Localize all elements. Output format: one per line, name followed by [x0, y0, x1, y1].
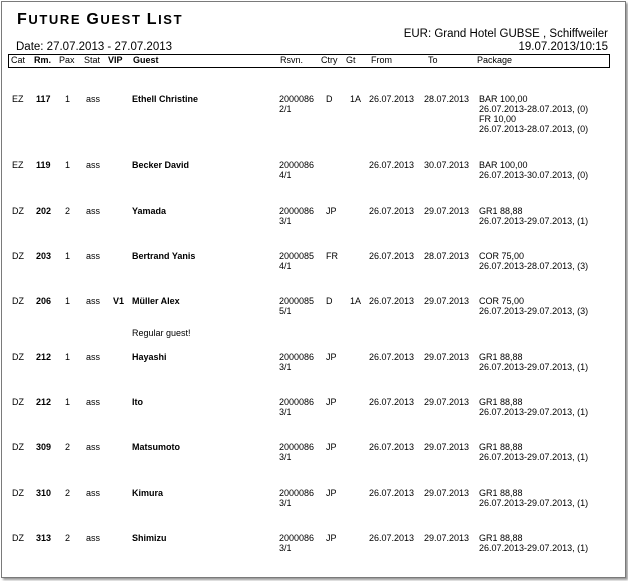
cell-rm: 212: [36, 352, 52, 362]
cell-rsvn: [279, 296, 314, 316]
cell-rsvn: [279, 442, 314, 462]
cell-to: 30.07.2013: [424, 160, 470, 170]
cell-pax: 1: [65, 352, 71, 362]
cell-vip: V1: [113, 296, 125, 306]
title-initial-f: F: [17, 11, 29, 28]
col-ctry: Ctry: [321, 55, 338, 65]
cell-ctry: JP: [326, 533, 337, 543]
cell-package: [479, 296, 588, 316]
col-cat: Cat: [11, 55, 26, 65]
cell-rsvn2: 3/1: [279, 498, 292, 508]
cell-pkg1: BAR 100,00: [479, 94, 528, 104]
cell-guest: Ito: [132, 397, 143, 407]
col-stat: Stat: [84, 55, 101, 65]
cell-stat: ass: [86, 94, 101, 104]
cell-pkg2: 26.07.2013-29.07.2013, (1): [479, 452, 589, 462]
cell-rsvn1: 2000086: [279, 352, 315, 362]
cell-ctry: D: [326, 296, 333, 306]
cell-pkg3: FR 10,00: [479, 114, 517, 124]
cell-rsvn1: 2000086: [279, 442, 315, 452]
cell-pax: 2: [65, 442, 71, 452]
cell-from: 26.07.2013: [369, 352, 415, 362]
cell-pkg2: 26.07.2013-29.07.2013, (1): [479, 216, 589, 226]
cell-ctry: JP: [326, 206, 337, 216]
cell-rsvn: [279, 251, 314, 271]
cell-cat: DZ: [12, 533, 24, 543]
title-part-uture: UTURE: [28, 12, 87, 27]
cell-rsvn1: 2000085: [279, 251, 315, 261]
col-vip: VIP: [108, 55, 123, 65]
col-package: Package: [477, 55, 513, 65]
cell-rm: 309: [36, 442, 52, 452]
cell-rsvn1: 2000086: [279, 94, 315, 104]
cell-rm: 212: [36, 397, 52, 407]
cell-stat: ass: [86, 397, 101, 407]
cell-rsvn2: 4/1: [279, 261, 292, 271]
cell-rsvn2: 4/1: [279, 170, 292, 180]
cell-from: 26.07.2013: [369, 251, 415, 261]
cell-stat: ass: [86, 160, 101, 170]
report-title: [17, 11, 183, 29]
cell-from: 26.07.2013: [369, 442, 415, 452]
cell-to: 28.07.2013: [424, 251, 470, 261]
col-pax: Pax: [59, 55, 75, 65]
column-header-bar: [8, 54, 610, 68]
title-part-ist: IST: [158, 12, 184, 27]
print-timestamp: 19.07.2013/10:15: [518, 41, 608, 53]
cell-pkg1: GR1 88,88: [479, 533, 523, 543]
cell-package: [479, 94, 588, 134]
cell-pkg1: GR1 88,88: [479, 206, 523, 216]
cell-cat: DZ: [12, 296, 24, 306]
cell-guest: Matsumoto: [132, 442, 180, 452]
cell-to: 29.07.2013: [424, 206, 470, 216]
cell-rm: 117: [36, 94, 51, 104]
cell-rsvn1: 2000085: [279, 296, 315, 306]
cell-rsvn2: 2/1: [279, 104, 292, 114]
cell-rsvn1: 2000086: [279, 160, 315, 170]
cell-pkg4: 26.07.2013-28.07.2013, (0): [479, 124, 589, 134]
cell-rsvn1: 2000086: [279, 533, 315, 543]
cell-cat: DZ: [12, 352, 24, 362]
cell-from: 26.07.2013: [369, 488, 415, 498]
cell-rsvn2: 5/1: [279, 306, 292, 316]
col-rsvn: Rsvn.: [280, 55, 304, 65]
cell-pax: 1: [65, 251, 71, 261]
cell-package: [479, 397, 588, 417]
cell-package: [479, 251, 588, 271]
cell-to: 29.07.2013: [424, 488, 470, 498]
cell-pkg2: 26.07.2013-29.07.2013, (1): [479, 362, 589, 372]
cell-ctry: JP: [326, 397, 337, 407]
cell-cat: DZ: [12, 251, 24, 261]
cell-from: 26.07.2013: [369, 397, 415, 407]
cell-rsvn1: 2000086: [279, 206, 315, 216]
cell-rsvn: [279, 352, 314, 372]
col-guest: Guest: [133, 55, 159, 65]
cell-to: 29.07.2013: [424, 533, 470, 543]
cell-guest: Becker David: [132, 160, 190, 170]
cell-cat: DZ: [12, 206, 24, 216]
title-initial-g: G: [86, 11, 101, 28]
cell-guest: Müller Alex: [132, 296, 180, 306]
cell-pax: 1: [65, 94, 71, 104]
cell-rm: 310: [36, 488, 52, 498]
col-gt: Gt: [346, 55, 356, 65]
col-to: To: [428, 55, 438, 65]
cell-rsvn: [279, 397, 314, 417]
cell-rsvn: [279, 533, 314, 553]
cell-pkg2: 26.07.2013-29.07.2013, (1): [479, 498, 589, 508]
cell-rm: 203: [36, 251, 52, 261]
cell-pkg2: 26.07.2013-30.07.2013, (0): [479, 170, 589, 180]
cell-from: 26.07.2013: [369, 160, 415, 170]
cell-pkg1: COR 75,00: [479, 296, 525, 306]
col-room: Rm.: [34, 55, 52, 65]
cell-stat: ass: [86, 533, 101, 543]
cell-cat: DZ: [12, 488, 24, 498]
cell-from: 26.07.2013: [369, 94, 415, 104]
cell-rsvn1: 2000086: [279, 397, 315, 407]
cell-stat: ass: [86, 442, 101, 452]
cell-rsvn2: 3/1: [279, 362, 292, 372]
cell-rm: 119: [36, 160, 51, 170]
cell-from: 26.07.2013: [369, 296, 415, 306]
cell-from: 26.07.2013: [369, 206, 415, 216]
cell-rsvn: [279, 206, 314, 226]
guest-note: Regular guest!: [132, 328, 191, 338]
cell-pkg1: GR1 88,88: [479, 397, 523, 407]
cell-stat: ass: [86, 352, 101, 362]
cell-guest: Shimizu: [132, 533, 167, 543]
cell-package: [479, 160, 588, 180]
cell-pkg2: 26.07.2013-29.07.2013, (3): [479, 306, 589, 316]
cell-pkg2: 26.07.2013-29.07.2013, (1): [479, 407, 589, 417]
title-part-uest: UEST: [100, 12, 147, 27]
cell-guest: Kimura: [132, 488, 164, 498]
cell-pkg1: BAR 100,00: [479, 160, 528, 170]
cell-from: 26.07.2013: [369, 533, 415, 543]
cell-rsvn2: 3/1: [279, 543, 292, 553]
cell-rsvn1: 2000086: [279, 488, 315, 498]
title-initial-l: L: [146, 11, 159, 28]
cell-pax: 2: [65, 206, 71, 216]
cell-ctry: FR: [326, 251, 338, 261]
cell-ctry: JP: [326, 352, 337, 362]
cell-ctry: JP: [326, 442, 337, 452]
cell-package: [479, 533, 588, 553]
cell-pax: 2: [65, 533, 71, 543]
date-range: Date: 27.07.2013 - 27.07.2013: [16, 41, 173, 53]
cell-stat: ass: [86, 488, 101, 498]
cell-to: 29.07.2013: [424, 352, 470, 362]
cell-to: 29.07.2013: [424, 296, 470, 306]
cell-rsvn2: 3/1: [279, 216, 292, 226]
cell-gt: 1A: [350, 94, 362, 104]
cell-rm: 206: [36, 296, 52, 306]
col-from: From: [371, 55, 392, 65]
cell-package: [479, 352, 588, 372]
cell-rsvn2: 3/1: [279, 452, 292, 462]
cell-to: 28.07.2013: [424, 94, 470, 104]
cell-pkg1: GR1 88,88: [479, 442, 523, 452]
cell-pax: 1: [65, 296, 71, 306]
cell-package: [479, 206, 588, 226]
hotel-name: EUR: Grand Hotel GUBSE , Schiffweiler: [403, 28, 608, 40]
cell-pkg2: 26.07.2013-28.07.2013, (3): [479, 261, 589, 271]
cell-rsvn: [279, 488, 314, 508]
cell-stat: ass: [86, 206, 101, 216]
cell-guest: Ethell Christine: [132, 94, 199, 104]
cell-ctry: D: [326, 94, 333, 104]
cell-rm: 313: [36, 533, 52, 543]
cell-to: 29.07.2013: [424, 442, 470, 452]
cell-guest: Hayashi: [132, 352, 167, 362]
cell-pkg1: GR1 88,88: [479, 488, 523, 498]
cell-pax: 1: [65, 397, 71, 407]
cell-package: [479, 442, 588, 462]
cell-ctry: JP: [326, 488, 337, 498]
cell-rsvn2: 3/1: [279, 407, 292, 417]
cell-pax: 2: [65, 488, 71, 498]
cell-package: [479, 488, 588, 508]
cell-gt: 1A: [350, 296, 362, 306]
cell-pkg2: 26.07.2013-28.07.2013, (0): [479, 104, 589, 114]
cell-stat: ass: [86, 251, 101, 261]
cell-pkg1: GR1 88,88: [479, 352, 523, 362]
cell-to: 29.07.2013: [424, 397, 470, 407]
cell-guest: Bertrand Yanis: [132, 251, 196, 261]
cell-guest: Yamada: [132, 206, 167, 216]
cell-cat: EZ: [12, 160, 24, 170]
cell-cat: DZ: [12, 397, 24, 407]
cell-rsvn: [279, 160, 314, 180]
cell-pkg2: 26.07.2013-29.07.2013, (1): [479, 543, 589, 553]
cell-rsvn: [279, 94, 314, 114]
cell-cat: EZ: [12, 94, 24, 104]
cell-stat: ass: [86, 296, 101, 306]
cell-cat: DZ: [12, 442, 24, 452]
cell-pkg1: COR 75,00: [479, 251, 525, 261]
cell-pax: 1: [65, 160, 71, 170]
cell-rm: 202: [36, 206, 52, 216]
